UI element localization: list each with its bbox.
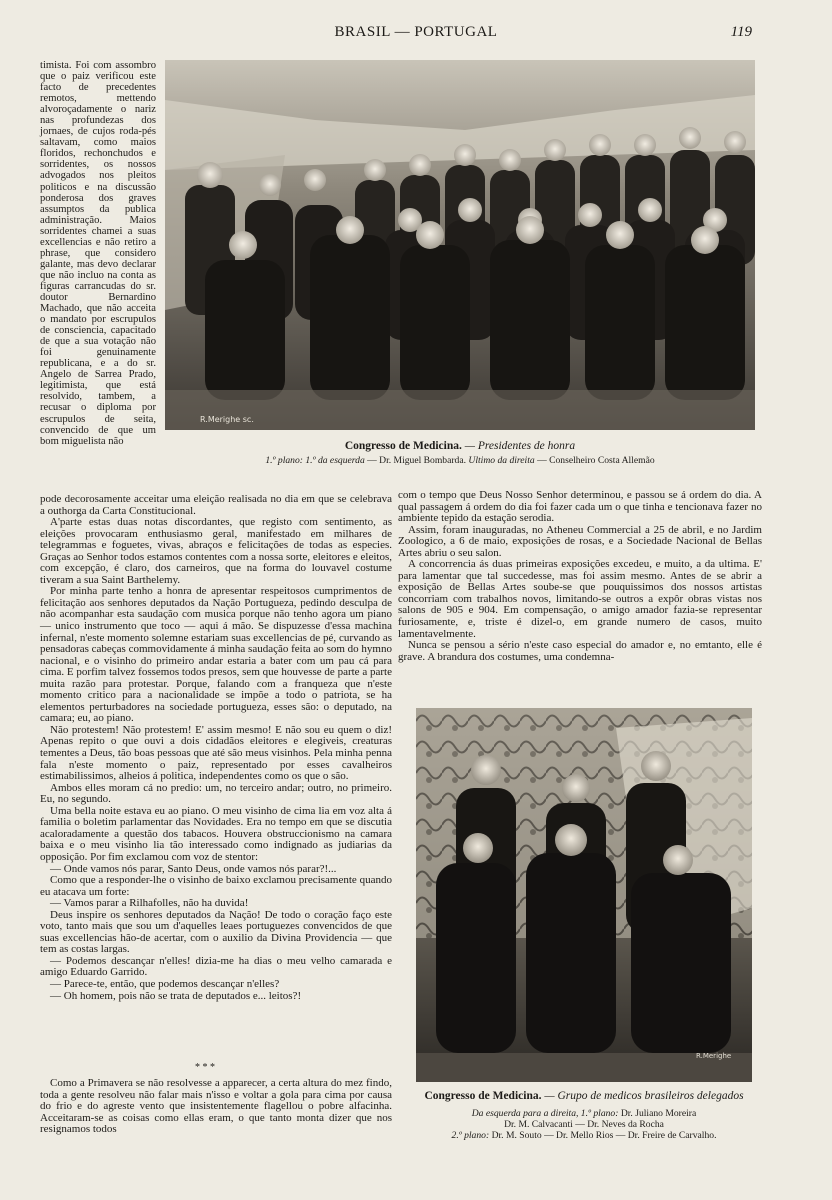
left-paragraph-1: pode decorosamente acceitar uma eleição realisada no dia em que se celebrava a outhorga da Carta Constitucional. xyxy=(40,493,392,517)
left-paragraph-5: Ambos elles moram cá no predio: um, no terceiro andar; outro, no primeiro. Eu, no segundo. xyxy=(40,781,392,806)
caption-bottom-line-1-text: Dr. Juliano Moreira xyxy=(620,1108,697,1119)
right-paragraph-4: Nunca se pensou a sério n'este caso especial do amador e, no emtanto, elle é grave. A brandura dos costumes, uma condemna- xyxy=(398,639,762,663)
caption-top-title xyxy=(165,440,755,452)
caption-bottom-line-2: Dr. M. Calvacanti — Dr. Neves da Rocha xyxy=(504,1119,664,1130)
caption-bottom-sub xyxy=(416,1108,752,1141)
caption-bottom-line-3-text: Dr. M. Souto — Dr. Mello Rios — Dr. Freire de Carvalho. xyxy=(491,1130,717,1141)
photo-brazilian-delegates xyxy=(416,708,752,1082)
caption-top-sub-italic2: Ultimo da direita xyxy=(468,455,535,466)
narrow-text-column xyxy=(40,60,156,447)
left-paragraph-10: Deus inspire os senhores deputados da Nação! De todo o coração faço este voto, tanto mais que sou um d'aquelles leaes portuguezes convencidos de que suas excellencias hão-de acertar, com o auxilio da Divina Providencia — que tem as costas largas. xyxy=(40,908,392,956)
caption-top-sub-italic: 1.º plano: 1.º da esquerda xyxy=(265,455,365,466)
left-bottom-column xyxy=(40,1078,392,1136)
right-paragraph-1: com o tempo que Deus Nosso Senhor determinou, e passou se á ordem do dia. A qual passagem á ordem do dia foi fazer cada um o que tinha e tencionava fazer no ambiente tepido da estação serodia. xyxy=(398,489,762,525)
caption-top-sub-a: — Dr. Miguel Bombarda. xyxy=(367,455,467,466)
caption-top-rest: — Presidentes de honra xyxy=(464,440,576,452)
delegates-photo-illustration xyxy=(416,708,752,1082)
photo-congress-honorary-presidents xyxy=(165,60,755,430)
caption-bottom-line-1 xyxy=(416,1108,752,1119)
caption-bottom-line-3 xyxy=(416,1130,752,1141)
caption-top-sub xyxy=(165,455,755,466)
page-header-title: BRASIL — PORTUGAL xyxy=(334,24,498,40)
photo-signature-bottom: R.Merighe xyxy=(696,1052,732,1060)
left-bottom-paragraph: Como a Primavera se não resolvesse a apparecer, a certa altura do mez findo, toda a gente resolveu não falar mais n'isso e voltar a gola para cima por causa do frio e do agreste vento que insistentemente flagellou o pobre alfacinha. Acceitaram-se as coisas como ellas eram, o que tanto monta dizer que nos resignamos todos xyxy=(40,1077,392,1136)
left-paragraph-7: — Onde vamos nós parar, Santo Deus, onde vamos nós parar?!... xyxy=(50,862,337,875)
page-number: 119 xyxy=(730,24,752,40)
caption-bottom-rest: — Grupo de medicos brasileiros delegados xyxy=(544,1090,744,1102)
right-text-column xyxy=(398,490,762,663)
left-paragraph-11: — Podemos descançar n'elles! dizia-me ha dias o meu velho camarada e amigo Eduardo Garrido. xyxy=(40,954,392,979)
caption-bottom-title xyxy=(416,1090,752,1102)
left-paragraph-4: Não protestem! Não protestem! E' assim mesmo! E não sou eu quem o diz! Apenas repito o que ouvi a dois cidadãos eleitores e elegiveis, creaturas tementes a Deus, tão boas pessoas que até são meus visinhos. Pela minha penna fala n'este momento o paiz, representado por esses cavalheiros estimabilissimos, alheios á politica, independentes como os que o são. xyxy=(40,723,392,783)
group-photo-illustration xyxy=(165,60,755,430)
left-paragraph-6: Uma bella noite estava eu ao piano. O meu visinho de cima lia em voz alta á familia o boletim parlamentar das Novidades. Era no tempo em que se discutia acaloradamente a questão dos tabacos. Houvera obstruccionismo na camara baixa e o meu visinho lia tão interessado como indignado as judiarias da opposição. Por fim exclamou com voz de stentor: xyxy=(40,804,392,863)
caption-top-sub-b: — Conselheiro Costa Allemão xyxy=(537,455,655,466)
caption-bottom-line-1-italic: Da esquerda para a direita, 1.º plano: xyxy=(471,1108,619,1119)
left-paragraph-8: Como que a responder-lhe o visinho de baixo exclamou precisamente quando eu atacava um forte: xyxy=(40,874,392,898)
section-separator-stars: * * * xyxy=(195,1062,215,1073)
right-paragraph-2: Assim, foram inauguradas, no Atheneu Commercial a 25 de abril, e no Jardim Zoologico, a 6 de maio, exposições de rosas, e a Sociedade Nacional de Bellas Artes abriu o seu salon. xyxy=(398,523,762,559)
left-paragraph-9: — Vamos parar a Rilhafolles, não ha duvida! xyxy=(50,897,249,910)
left-paragraph-2: A'parte estas duas notas discordantes, que registo com sentimento, as eleições provocaram enthusiasmo geral, manifestado em milhares de telegrammas e foguetes, vivas, abraços e felicitações de todas as especies. Graças ao Senhor todos estamos contentes com a nossa sorte, eleitores e eleitos, com excepção, é claro, dos carneiros, que na forma do louvavel costume tiveram a sua Saint Barthelemy. xyxy=(40,516,392,586)
caption-bottom-bold: Congresso de Medicina. xyxy=(424,1090,542,1102)
narrow-paragraph: timista. Foi com assombro que o paiz verificou este facto de precedentes remotos, mettendo alvoroçadamente o nariz nas profundezas dos jornaes, de cujos roda-pés saltavam, como maios floridos, rechonchudos e sorridentes, os nossos advogados nos pleitos politicos e na discussão ponderosa dos graves assumptos da publica administração. Maios sorridentes chamei a suas excellencias e não retiro a phrase, que considero galante, mas devo declarar que não incluo na conta as figuras carrancudas do sr. doutor Bernardino Machado, que não acceita o mandato por escrupulos de consciencia, capacitado de que a sua votação não foi genuinamente republicana, e a do sr. Angelo de Sarrea Prado, legitimista, que está resolvido, tambem, a recusar o diploma por escrupulos de seita, convencido de que um bom miguelista não xyxy=(40,60,156,447)
caption-bottom-line-3-italic: 2.º plano: xyxy=(451,1130,490,1141)
left-text-column xyxy=(40,494,392,1002)
left-paragraph-3: Por minha parte tenho a honra de apresentar respeitosos cumprimentos de felicitação aos senhores deputados da Nação Portugueza, pedindo desculpa de não acompanhar esta saudação com musica porque não tenho agora um piano — unico instrumento que toco — aqui á mão. Se dispuzesse d'essa machina infernal, n'este momento solemne estariam suas excellencias de pé, curvando as pensadoras cabeças commovidamente á minha saudação feita ao som do hymno nacional, e o visinho do primeiro andar estaria a bater com um pau cá para cima. E porfim talvez fossemos todos presos, sem que houvesse de parte a parte muita razão para protestar. Porque, falando com a franqueza que n'este momento critico para a nacionalidade se impõe a todo o patriota, se ha elementos perturbadores na sociedade portugueza, esses são: o deputado, na camara; eu, ao piano. xyxy=(40,585,392,725)
left-paragraph-12: — Parece-te, então, que podemos descançar n'elles? xyxy=(50,977,280,990)
caption-top-bold: Congresso de Medicina. xyxy=(344,440,462,452)
right-paragraph-3: A concorrencia ás duas primeiras exposições excedeu, e muito, a da ultima. E' para lamentar que tal succedesse, mas foi assim mesmo. Antes de se abrir a exposição de Bellas Artes soube-se que pouquissimos dos nossos artistas concorriam com trabalhos novos, limitando-se outros a expôr obras vistas nos salons de 905 e 904. Em compensação, o amigo amador fazia-se representar furiosamente, e, triste é dizel-o, em grande numero de casos, muito lamentavelmente. xyxy=(398,558,762,640)
left-paragraph-13: — Oh homem, pois não se trata de deputados e... leitos?! xyxy=(50,989,302,1002)
photo-signature: R.Merighe sc. xyxy=(200,415,254,424)
